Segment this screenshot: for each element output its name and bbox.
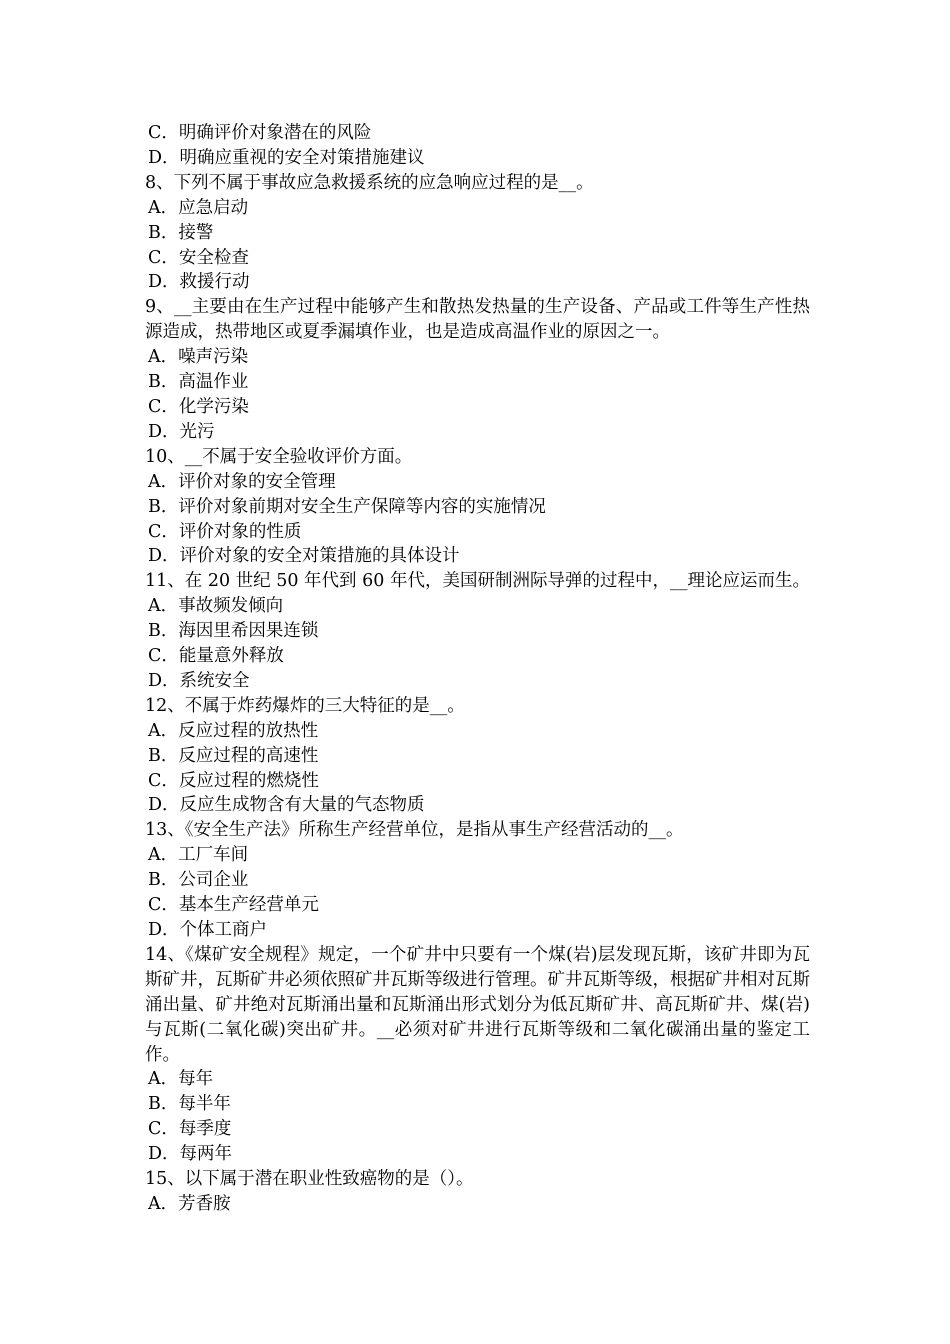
answer-option: D．评价对象的安全对策措施的具体设计: [148, 546, 460, 567]
answer-option: A．评价对象的安全管理: [148, 471, 336, 492]
answer-option: C．化学污染: [148, 396, 249, 417]
answer-option: D．系统安全: [148, 670, 250, 691]
question-text: 12、不属于炸药爆炸的三大特征的是__。: [145, 695, 465, 716]
question-text: 15、以下属于潜在职业性致癌物的是（）。: [145, 1169, 474, 1190]
document-page: [145, 121, 810, 1217]
question-text: 14、《煤矿安全规程》规定，一个矿井中只要有一个煤(岩)层发现瓦斯，该矿井即为瓦斯矿井，瓦斯矿井必须依照矿井瓦斯等级进行管理。矿井瓦斯等级，根据矿井相对瓦斯涌出量、矿井绝对瓦斯涌出量和瓦斯涌出形式划分为低瓦斯矿井、高瓦斯矿井、煤(岩)与瓦斯(二氧化碳)突出矿井。__必须对矿井进行瓦斯等级和二氧化碳涌出量的鉴定工作。: [145, 944, 810, 1065]
answer-option: A．每年: [148, 1069, 214, 1090]
answer-option: B．接警: [148, 222, 214, 243]
answer-option: D．光污: [148, 421, 215, 442]
answer-option: B．海因里希因果连锁: [148, 621, 319, 642]
answer-option: C．反应过程的燃烧性: [148, 770, 319, 791]
answer-option: B．反应过程的高速性: [148, 745, 319, 766]
answer-option: D．反应生成物含有大量的气态物质: [148, 795, 425, 816]
answer-option: A．反应过程的放热性: [148, 720, 319, 741]
answer-option: B．每半年: [148, 1094, 231, 1115]
answer-option: A．噪声污染: [148, 347, 249, 368]
question-text: 10、__不属于安全验收评价方面。: [145, 446, 413, 467]
answer-option: B．高温作业: [148, 372, 249, 393]
answer-option: D．明确应重视的安全对策措施建议: [148, 147, 425, 168]
answer-option: A．工厂车间: [148, 845, 249, 866]
answer-option: C．明确评价对象潜在的风险: [148, 123, 372, 143]
answer-option: C．评价对象的性质: [148, 521, 302, 542]
answer-option: C．每季度: [148, 1119, 232, 1140]
answer-option: C．安全检查: [148, 247, 249, 268]
answer-option: A．芳香胺: [148, 1193, 231, 1214]
answer-option: A．应急启动: [148, 197, 249, 218]
answer-option: D．每两年: [148, 1144, 233, 1165]
answer-option: D．个体工商户: [148, 920, 268, 940]
question-text: 9、__主要由在生产过程中能够产生和散热发热量的生产设备、产品或工件等生产性热源造成，热带地区或夏季漏填作业，也是造成高温作业的原因之一。: [145, 297, 810, 343]
answer-option: D．救援行动: [148, 272, 250, 293]
answer-option: B．公司企业: [148, 870, 249, 891]
answer-option: C．能量意外释放: [148, 646, 284, 667]
question-text: 11、在 20 世纪 50 年代到 60 年代，美国研制洲际导弹的过程中，__理论应运而生。: [145, 571, 810, 592]
answer-option: C．基本生产经营单元: [148, 895, 319, 916]
question-text: 13、《安全生产法》所称生产经营单位，是指从事生产经营活动的__。: [145, 820, 684, 841]
question-text: 8、下列不属于事故应急救援系统的应急响应过程的是__。: [145, 172, 594, 193]
answer-option: B．评价对象前期对安全生产保障等内容的实施情况: [148, 496, 546, 517]
answer-option: A．事故频发倾向: [148, 596, 284, 617]
